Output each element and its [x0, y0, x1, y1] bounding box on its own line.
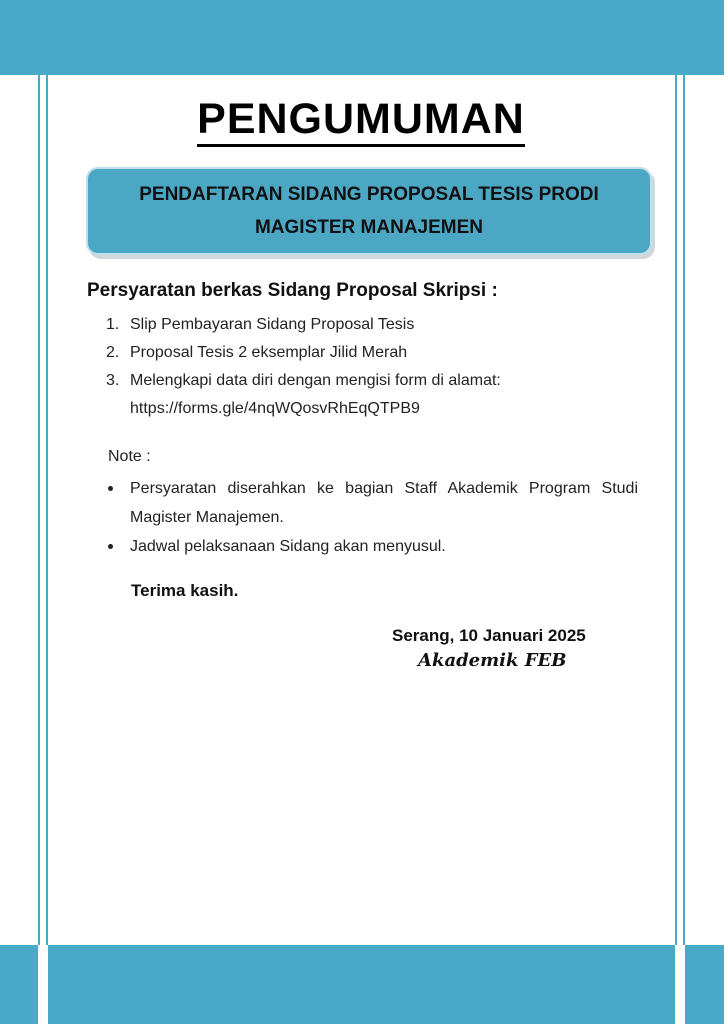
- left-border-line-outer: [38, 75, 40, 1024]
- bottom-gap-left: [38, 945, 48, 1024]
- announcement-banner: [86, 167, 652, 255]
- bullet-text: Jadwal pelaksanaan Sidang akan menyusul.: [130, 538, 446, 555]
- bullet-item: [106, 474, 638, 532]
- bottom-decor-band: [0, 945, 724, 1024]
- requirements-heading: Persyaratan berkas Sidang Proposal Skripsi :: [87, 280, 498, 301]
- banner-line-2: MAGISTER MANAJEMEN: [254, 217, 483, 238]
- bullet-dot-icon: [108, 486, 113, 491]
- list-text: Proposal Tesis 2 eksemplar Jilid Merah: [130, 344, 408, 361]
- form-url-link[interactable]: https://forms.gle/4nqWQosvRhEqQTPB9: [130, 400, 420, 417]
- list-item: [106, 339, 646, 367]
- place-date: Serang, 10 Januari 2025: [392, 626, 586, 645]
- signature: Akademik FEB: [418, 650, 567, 671]
- bullet-item: [106, 532, 638, 561]
- list-item: [106, 311, 646, 339]
- list-text: Melengkapi data diri dengan mengisi form di alamat:: [130, 372, 501, 389]
- page-title: [48, 94, 674, 147]
- bullet-text: Persyaratan diserahkan ke bagian Staff Akademik Program Studi Magister Manajemen.: [130, 480, 638, 526]
- left-margin: [0, 75, 38, 945]
- list-number: 1.: [106, 316, 120, 333]
- left-border-line-inner: [46, 75, 48, 1024]
- requirements-list: [106, 311, 646, 423]
- list-number: 2.: [106, 344, 120, 361]
- right-border-line-inner: [675, 75, 677, 1024]
- closing-text: Terima kasih.: [131, 581, 239, 600]
- right-border-line-outer: [683, 75, 685, 1024]
- banner-line-1: PENDAFTARAN SIDANG PROPOSAL TESIS PRODI: [139, 184, 599, 205]
- page-title-text: PENGUMUMAN: [197, 94, 525, 147]
- list-text: Slip Pembayaran Sidang Proposal Tesis: [130, 316, 415, 333]
- top-decor-band: [0, 0, 724, 75]
- bullet-dot-icon: [108, 544, 113, 549]
- list-number: 3.: [106, 372, 120, 389]
- bottom-gap-right: [675, 945, 685, 1024]
- note-label: Note :: [108, 448, 151, 465]
- list-item: [106, 367, 646, 395]
- note-bullets: [106, 474, 638, 561]
